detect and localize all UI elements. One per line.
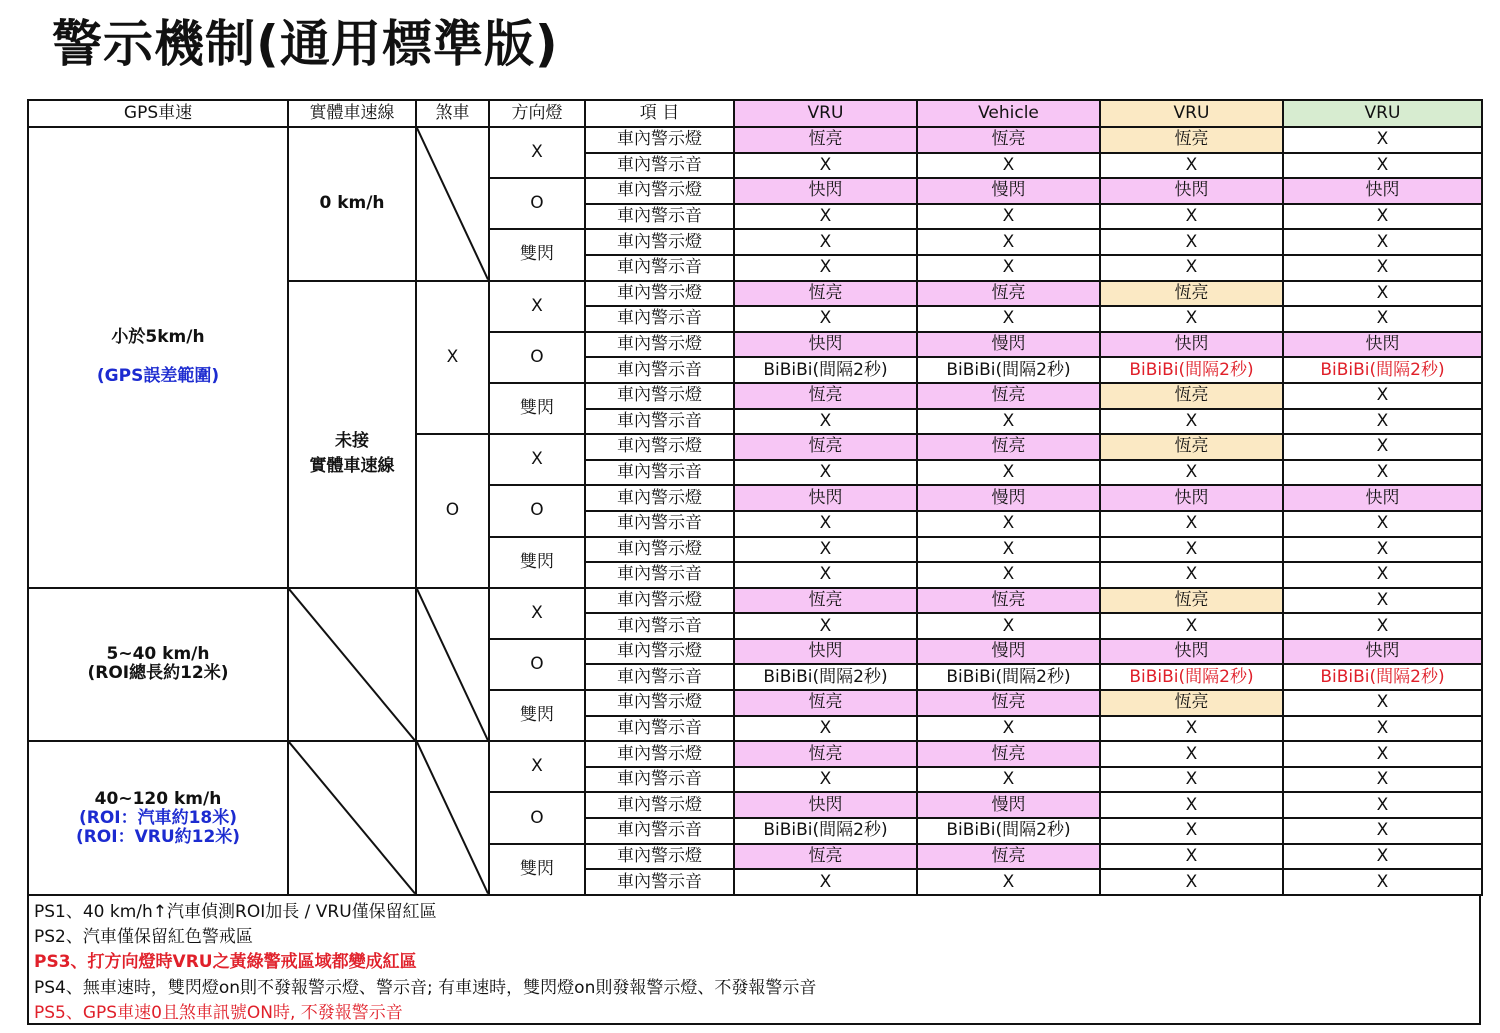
- cell: 恆亮: [734, 434, 917, 460]
- cell: X: [1283, 153, 1482, 179]
- cell: X: [917, 229, 1100, 255]
- item-sound: 車內警示音: [585, 613, 734, 639]
- cell: X: [1100, 306, 1283, 332]
- cell: 恆亮: [917, 127, 1100, 153]
- cell: 慢閃: [917, 178, 1100, 204]
- note-ps1: PS1、40 km/h↑汽車偵測ROI加長 / VRU僅保留紅區: [34, 902, 437, 922]
- cell: X: [1100, 869, 1283, 895]
- cell: X: [734, 153, 917, 179]
- gps-group-2-note: (ROI總長約12米): [87, 663, 229, 684]
- item-lamp: 車內警示燈: [585, 127, 734, 153]
- header-col1: VRU: [734, 100, 917, 127]
- cell: X: [1283, 409, 1482, 435]
- diagonal-line: [289, 742, 415, 894]
- cell: X: [1283, 588, 1482, 614]
- cell: X: [734, 716, 917, 742]
- cell: 快閃: [1100, 332, 1283, 358]
- cell: 快閃: [1283, 485, 1482, 511]
- turn-x: X: [489, 127, 585, 178]
- cell: X: [1283, 460, 1482, 486]
- cell: X: [1100, 511, 1283, 537]
- cell: X: [917, 613, 1100, 639]
- cell: X: [1100, 229, 1283, 255]
- cell: X: [917, 767, 1100, 793]
- cell: 快閃: [1100, 178, 1283, 204]
- cell: 快閃: [1100, 639, 1283, 665]
- cell: BiBiBi(間隔2秒): [1100, 357, 1283, 383]
- cell: 快閃: [734, 639, 917, 665]
- note-ps3: PS3、打方向燈時VRU之黃綠警戒區域都變成紅區: [34, 952, 417, 972]
- cell: X: [917, 460, 1100, 486]
- turn-x: X: [489, 588, 585, 639]
- cell: 恆亮: [734, 690, 917, 716]
- cell: X: [1100, 844, 1283, 870]
- item-sound: 車內警示音: [585, 409, 734, 435]
- turn-o: O: [489, 332, 585, 383]
- gps-group-2: [28, 588, 288, 742]
- gps-group-2-label: 5~40 km/h: [106, 644, 210, 665]
- turn-o: O: [489, 639, 585, 690]
- speed-none: [288, 281, 416, 588]
- header-col4: VRU: [1283, 100, 1482, 127]
- item-sound: 車內警示音: [585, 204, 734, 230]
- cell: X: [1283, 383, 1482, 409]
- item-lamp: 車內警示燈: [585, 690, 734, 716]
- cell: 慢閃: [917, 485, 1100, 511]
- cell: X: [1283, 716, 1482, 742]
- item-sound: 車內警示音: [585, 357, 734, 383]
- cell: X: [1100, 767, 1283, 793]
- cell: 快閃: [1100, 485, 1283, 511]
- cell: 快閃: [1283, 639, 1482, 665]
- cell: X: [1283, 281, 1482, 307]
- cell: X: [1283, 229, 1482, 255]
- cell: X: [1283, 613, 1482, 639]
- turn-double: 雙閃: [489, 537, 585, 588]
- cell: X: [734, 537, 917, 563]
- cell: 慢閃: [917, 792, 1100, 818]
- gps-group-3-note-vru: (ROI：VRU約12米): [75, 826, 241, 847]
- cell: 恆亮: [1100, 434, 1283, 460]
- cell: X: [1283, 434, 1482, 460]
- item-sound: 車內警示音: [585, 255, 734, 281]
- table-row: [28, 588, 1482, 614]
- notes-box: [27, 895, 1481, 1025]
- turn-x: X: [489, 281, 585, 332]
- item-sound: 車內警示音: [585, 767, 734, 793]
- turn-double: 雙閃: [489, 383, 585, 434]
- note-ps2: PS2、汽車僅保留紅色警戒區: [34, 927, 253, 947]
- item-lamp: 車內警示燈: [585, 229, 734, 255]
- cell: X: [734, 229, 917, 255]
- cell: X: [734, 613, 917, 639]
- cell: X: [1100, 741, 1283, 767]
- cell: X: [734, 767, 917, 793]
- cell: X: [1100, 613, 1283, 639]
- header-col3: VRU: [1100, 100, 1283, 127]
- item-sound: 車內警示音: [585, 818, 734, 844]
- cell: 恆亮: [734, 127, 917, 153]
- cell: X: [917, 562, 1100, 588]
- header-gps: GPS車速: [28, 100, 288, 127]
- header-turn: 方向燈: [489, 100, 585, 127]
- cell: X: [1100, 818, 1283, 844]
- cell: X: [1283, 844, 1482, 870]
- header-row: [28, 100, 1482, 127]
- cell: BiBiBi(間隔2秒): [1283, 357, 1482, 383]
- item-sound: 車內警示音: [585, 869, 734, 895]
- speed-zero: 0 km/h: [288, 127, 416, 281]
- diagonal-line: [417, 128, 488, 280]
- cell: 快閃: [734, 178, 917, 204]
- item-lamp: 車內警示燈: [585, 485, 734, 511]
- turn-double: 雙閃: [489, 844, 585, 895]
- cell: X: [1283, 741, 1482, 767]
- cell: X: [1283, 562, 1482, 588]
- cell: X: [917, 306, 1100, 332]
- page-title: 警示機制(通用標準版): [52, 15, 559, 73]
- cell: 恆亮: [734, 588, 917, 614]
- cell: X: [1283, 818, 1482, 844]
- table-row: [28, 127, 1482, 153]
- cell: X: [1100, 537, 1283, 563]
- item-sound: 車內警示音: [585, 716, 734, 742]
- item-sound: 車內警示音: [585, 306, 734, 332]
- cell: BiBiBi(間隔2秒): [917, 818, 1100, 844]
- cell: X: [917, 204, 1100, 230]
- cell: X: [1283, 255, 1482, 281]
- cell: 快閃: [1283, 332, 1482, 358]
- item-lamp: 車內警示燈: [585, 434, 734, 460]
- cell: 恆亮: [1100, 690, 1283, 716]
- diagonal-line: [289, 589, 415, 741]
- cell: X: [1100, 716, 1283, 742]
- speed-none-line1: 未接: [335, 431, 369, 452]
- cell: 恆亮: [1100, 383, 1283, 409]
- gps-group-1-label: 小於5km/h: [111, 327, 205, 348]
- cell: 恆亮: [734, 844, 917, 870]
- item-lamp: 車內警示燈: [585, 383, 734, 409]
- cell: BiBiBi(間隔2秒): [1100, 664, 1283, 690]
- cell: 恆亮: [917, 690, 1100, 716]
- cell: 恆亮: [917, 383, 1100, 409]
- header-item: 項 目: [585, 100, 734, 127]
- cell: X: [1100, 792, 1283, 818]
- cell: X: [1283, 792, 1482, 818]
- cell: 快閃: [734, 485, 917, 511]
- cell: X: [1283, 306, 1482, 332]
- cell: X: [1100, 153, 1283, 179]
- cell: BiBiBi(間隔2秒): [1283, 664, 1482, 690]
- cell: X: [1283, 204, 1482, 230]
- cell: X: [734, 255, 917, 281]
- cell: 快閃: [734, 792, 917, 818]
- cell: X: [1283, 537, 1482, 563]
- item-lamp: 車內警示燈: [585, 588, 734, 614]
- item-sound: 車內警示音: [585, 562, 734, 588]
- turn-o: O: [489, 178, 585, 229]
- cell: X: [734, 204, 917, 230]
- item-sound: 車內警示音: [585, 664, 734, 690]
- brake-x: X: [416, 281, 489, 435]
- warning-mechanism-table: [27, 99, 1483, 896]
- note-ps4: PS4、無車速時，雙閃燈on則不發報警示燈、警示音; 有車速時，雙閃燈on則發報警示燈、不發報警示音: [34, 978, 817, 998]
- cell: BiBiBi(間隔2秒): [734, 818, 917, 844]
- cell: X: [1283, 767, 1482, 793]
- cell: X: [1100, 562, 1283, 588]
- speed-none-line2: 實體車速線: [309, 456, 395, 477]
- cell: 快閃: [1283, 178, 1482, 204]
- cell: 慢閃: [917, 332, 1100, 358]
- cell: 快閃: [734, 332, 917, 358]
- item-sound: 車內警示音: [585, 460, 734, 486]
- cell: 恆亮: [1100, 281, 1283, 307]
- item-sound: 車內警示音: [585, 153, 734, 179]
- cell: X: [734, 511, 917, 537]
- cell: X: [734, 306, 917, 332]
- item-lamp: 車內警示燈: [585, 639, 734, 665]
- cell: X: [917, 537, 1100, 563]
- cell: BiBiBi(間隔2秒): [734, 664, 917, 690]
- item-lamp: 車內警示燈: [585, 741, 734, 767]
- cell: X: [917, 153, 1100, 179]
- cell: 慢閃: [917, 639, 1100, 665]
- brake-na-cell: [416, 127, 489, 281]
- brake-na-cell: [416, 741, 489, 895]
- cell: X: [1283, 511, 1482, 537]
- brake-na-cell: [416, 588, 489, 742]
- cell: X: [1283, 127, 1482, 153]
- item-lamp: 車內警示燈: [585, 537, 734, 563]
- cell: X: [1100, 204, 1283, 230]
- note-ps5: PS5、GPS車速0且煞車訊號ON時, 不發報警示音: [34, 1003, 403, 1023]
- cell: 恆亮: [917, 281, 1100, 307]
- header-speed-line: 實體車速線: [288, 100, 416, 127]
- header-col2: Vehicle: [917, 100, 1100, 127]
- item-lamp: 車內警示燈: [585, 178, 734, 204]
- cell: 恆亮: [917, 588, 1100, 614]
- cell: X: [734, 869, 917, 895]
- cell: 恆亮: [1100, 588, 1283, 614]
- item-lamp: 車內警示燈: [585, 281, 734, 307]
- table-row: [28, 741, 1482, 767]
- turn-x: X: [489, 434, 585, 485]
- cell: 恆亮: [917, 741, 1100, 767]
- cell: 恆亮: [734, 741, 917, 767]
- cell: X: [917, 869, 1100, 895]
- cell: X: [734, 409, 917, 435]
- cell: 恆亮: [917, 434, 1100, 460]
- cell: X: [1283, 869, 1482, 895]
- diagonal-line: [417, 742, 488, 894]
- turn-o: O: [489, 485, 585, 536]
- cell: X: [1100, 409, 1283, 435]
- cell: X: [917, 409, 1100, 435]
- cell: X: [734, 460, 917, 486]
- gps-group-1: [28, 127, 288, 588]
- speed-na-cell: [288, 588, 416, 742]
- header-brake: 煞車: [416, 100, 489, 127]
- gps-group-1-note: (GPS誤差範圍): [96, 366, 220, 387]
- turn-x: X: [489, 741, 585, 792]
- diagonal-line: [417, 589, 488, 741]
- item-lamp: 車內警示燈: [585, 844, 734, 870]
- cell: X: [917, 716, 1100, 742]
- item-sound: 車內警示音: [585, 511, 734, 537]
- gps-group-3: [28, 741, 288, 895]
- item-lamp: 車內警示燈: [585, 332, 734, 358]
- cell: BiBiBi(間隔2秒): [917, 357, 1100, 383]
- speed-na-cell: [288, 741, 416, 895]
- cell: X: [734, 562, 917, 588]
- cell: 恆亮: [734, 281, 917, 307]
- cell: X: [1100, 255, 1283, 281]
- brake-o: O: [416, 434, 489, 588]
- gps-group-3-note-car: (ROI：汽車約18米): [78, 807, 238, 828]
- gps-group-3-label: 40~120 km/h: [94, 788, 222, 809]
- cell: 恆亮: [917, 844, 1100, 870]
- cell: X: [917, 511, 1100, 537]
- item-lamp: 車內警示燈: [585, 792, 734, 818]
- cell: X: [917, 255, 1100, 281]
- turn-o: O: [489, 792, 585, 843]
- turn-double: 雙閃: [489, 690, 585, 741]
- turn-double: 雙閃: [489, 229, 585, 280]
- cell: 恆亮: [1100, 127, 1283, 153]
- cell: BiBiBi(間隔2秒): [734, 357, 917, 383]
- cell: X: [1283, 690, 1482, 716]
- cell: BiBiBi(間隔2秒): [917, 664, 1100, 690]
- cell: 恆亮: [734, 383, 917, 409]
- cell: X: [1100, 460, 1283, 486]
